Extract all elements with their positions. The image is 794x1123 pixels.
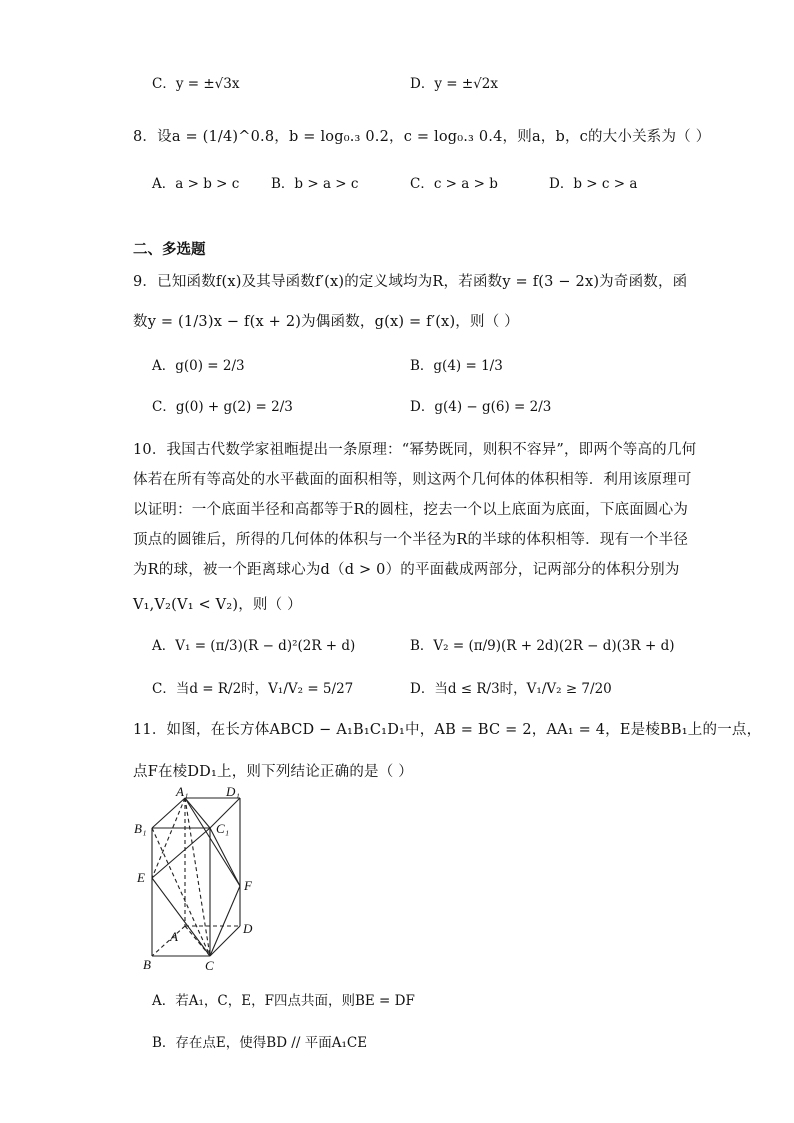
q10-option-d: D．当d ≤ R/3时，V₁/V₂ ≥ 7/20 [410,681,612,697]
q11-line1: 11．如图，在长方体ABCD − A₁B₁C₁D₁中，AB = BC = 2，AA₁ = 4，E是棱BB₁上的一点， [133,722,762,738]
q9-line2: 数y = (1/3)x − f(x + 2)为偶函数，g(x) = f′(x)，则（ ） [133,314,519,330]
q11-option-b: B．存在点E，使得BD // 平面A₁CE [152,1035,368,1051]
q8-option-c: C．c > a > b [410,176,498,192]
label-c: C [205,958,214,973]
label-c1: C₁ [216,821,230,836]
q10-line6: V₁,V₂(V₁ < V₂)，则（ ） [133,597,302,613]
q9-option-b: B．g(4) = 1/3 [410,358,503,374]
q8-option-d: D．b > c > a [549,176,638,192]
q11-line2: 点F在棱DD₁上，则下列结论正确的是（ ） [133,764,413,780]
line-c-f [210,886,240,956]
q11-option-a: A．若A₁，C，E，F四点共面，则BE = DF [152,993,415,1009]
line-e-c1 [152,828,210,878]
section-title: 二、多选题 [133,241,206,258]
line-c1-f [210,828,240,886]
hidden-a1-e [152,798,185,878]
q7-option-d: D．y = ±√2x [410,76,498,92]
edge-a1-b1 [152,798,185,828]
edge-c-d [210,926,240,956]
q9-option-a: A．g(0) = 2/3 [152,358,245,374]
q8-option-b: B．b > a > c [271,176,359,192]
label-b1: B₁ [134,821,147,836]
label-f: F [244,878,252,893]
line-a1-c1 [185,798,210,828]
q10-option-b: B．V₂ = (π/9)(R + 2d)(2R − d)(3R + d) [410,638,675,654]
q7-option-c: C．y = ±√3x [152,76,240,92]
hidden-a1-c [185,798,210,956]
q10-line2: 体若在所有等高处的水平截面的面积相等，则这两个几何体的体积相等．利用该原理可 [133,472,692,488]
label-e: E [137,870,145,885]
q10-line5: 为R的球，被一个距离球心为d（d > 0）的平面截成两部分，记两部分的体积分别为 [133,562,680,578]
q8-option-a: A．a > b > c [152,176,240,192]
q10-option-a: A．V₁ = (π/3)(R − d)²(2R + d) [152,638,356,654]
cuboid-figure [130,786,270,976]
q9-option-d: D．g(4) − g(6) = 2/3 [410,399,552,415]
q10-option-c: C．当d = R/2时，V₁/V₂ = 5/27 [152,681,354,697]
label-a: A [170,929,178,944]
q10-line4: 顶点的圆锥后，所得的几何体的体积与一个半径为R的半球的体积相等．现有一个半径 [133,532,689,548]
line-e-c [152,878,210,956]
q10-line1: 10．我国古代数学家祖暅提出一条原理：“幂势既同，则积不容异”，即两个等高的几何 [133,442,697,458]
hidden-a-b [152,926,185,956]
q8-stem: 8．设a = (1/4)^0.8，b = log₀.₃ 0.2，c = log₀.₃ 0.4，则a，b，c的大小关系为（ ） [133,129,711,145]
label-b: B [143,957,151,972]
q9-option-c: C．g(0) + g(2) = 2/3 [152,399,293,415]
label-d1: D₁ [226,786,240,799]
hidden-b1-c [152,828,210,956]
label-d: D [243,921,253,936]
q10-line3: 以证明：一个底面半径和高都等于R的圆柱，挖去一个以上底面为底面，下底面圆心为 [133,502,689,518]
q9-line1: 9．已知函数f(x)及其导函数f′(x)的定义域均为R，若函数y = f(3 − 2x)为奇函数，函 [133,274,688,290]
label-a1: A₁ [176,786,189,799]
